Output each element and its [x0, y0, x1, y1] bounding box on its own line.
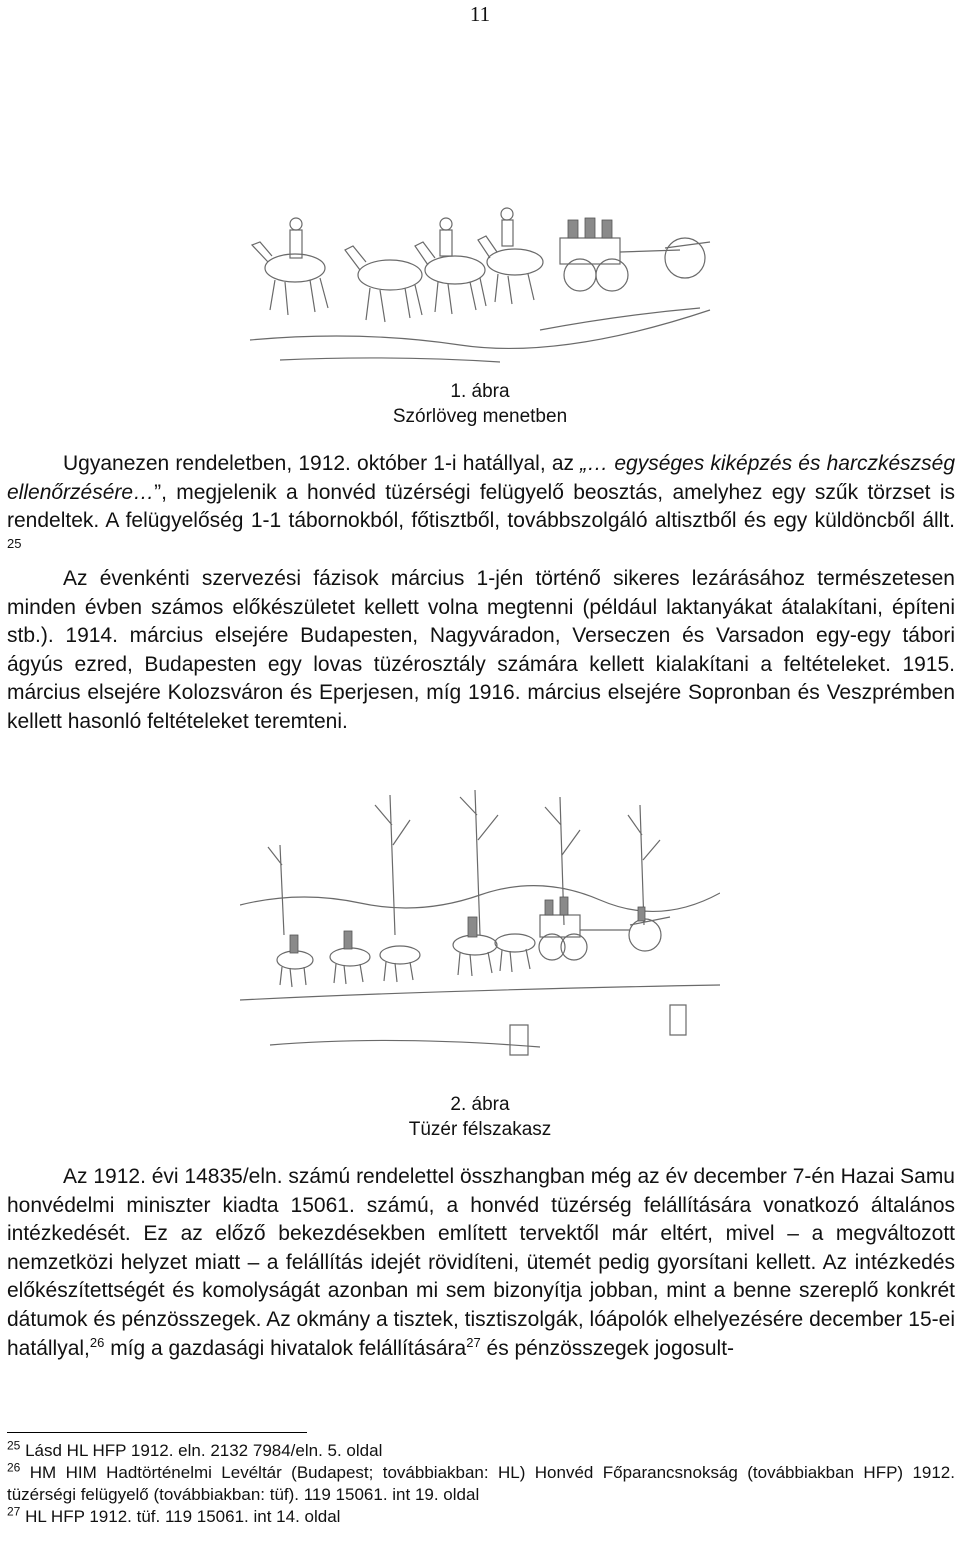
footnote-26 — [7, 1462, 955, 1506]
artillery-half-section-sketch — [240, 785, 720, 1085]
paragraph-3-text-c: és pénzösszegek jogosult- — [480, 1336, 735, 1360]
figure-1-label: 1. ábra — [450, 381, 510, 402]
footnote-separator — [7, 1432, 307, 1433]
footnote-27-text: HL HFP 1912. tüf. 119 15061. int 14. oldal — [25, 1507, 341, 1526]
footnote-27-number: 27 — [7, 1504, 21, 1519]
figure-2-caption — [0, 1092, 960, 1142]
figure-1-title: Szórlöveg menetben — [392, 406, 568, 427]
paragraph-3-text-a: Az 1912. évi 14835/eln. számú rendelettel összhangban még az év december 7-én Hazai Samu honvédelmi miniszter kiadta 15061. számú, a honvéd tüzérség felállítására vonatkozó általános intézkedését. Ez az előző bekezdésekben említett tervektől már eltért, mivel – a megváltozott nemzetközi helyzet miatt – a felállítás idejét rövidíteni, ütemét pedig gyorsítani kellett. Az intézkedés előkészítettségét és komolyságát azonban mi sem bizonyítja jobban, mint a benne szereplő konkrét dátumok és pénzösszegek. Az okmány a tisztek, tisztiszolgák, lóápolók elhelyezésére december 15-ei hatállyal, — [7, 1165, 955, 1360]
footnote-25-text: Lásd HL HFP 1912. eln. 2132 7984/eln. 5. oldal — [25, 1441, 383, 1460]
figure-2-title: Tüzér félszakasz — [408, 1119, 552, 1140]
footnote-ref-26[interactable]: 26 — [89, 1334, 105, 1350]
paragraph-3 — [7, 1163, 955, 1363]
paragraph-3-text-b: míg a gazdasági hivatalok felállítására — [104, 1336, 467, 1360]
paragraph-2-text: Az évenkénti szervezési fázisok március 1-jén történő sikeres lezárásához természetesen minden évben számos előkészületet kellett volna megtenni (például laktanyákat átalakítani, építeni stb.). 1914. március elsejére Budapesten, Nagyváradon, Verseczen és Varsadon egy-egy tábori ágyús ezred, Budapesten egy lovas tüzérosztály számára kellett kialakítani a feltételeket. 1915. március elsejére Kolozsváron és Eperjesen, míg 1916. március elsejére Sopronban és Veszprémben kellett hasonló feltételeket teremteni. — [7, 567, 955, 733]
figure-2-illustration — [0, 785, 960, 1085]
paragraph-1-italic-quote: „… egységes kiképzés és harczkészség ellenőrzésére… — [7, 452, 955, 504]
horse-artillery-sketch-1 — [240, 190, 720, 375]
footnote-ref-27[interactable]: 27 — [466, 1334, 481, 1350]
paragraph-1-text-a: Ugyanezen rendeletben, 1912. október 1-i hatállyal, az — [63, 452, 581, 475]
footnote-25 — [7, 1440, 955, 1462]
paragraph-1 — [7, 450, 955, 564]
footnote-ref-25[interactable]: 25 — [7, 535, 22, 551]
footnote-26-text: HM HIM Hadtörténelmi Levéltár (Budapest; továbbiakban: HL) Honvéd Főparancsnokság (továbbiakban HFP) 1912. tüzérségi felügyelő (továbbiakban: tüf). 119 15061. int 19. oldal — [7, 1463, 955, 1504]
footnote-26-number: 26 — [7, 1460, 21, 1475]
footnote-25-number: 25 — [7, 1438, 21, 1453]
figure-2-label: 2. ábra — [450, 1094, 510, 1115]
footnote-27 — [7, 1506, 955, 1528]
paragraph-1-text-b: ”, megjelenik a honvéd tüzérségi felügyelő beosztás, amelyhez egy szűk törzset is rendeltek. A felügyelőség 1-1 tábornokból, főtisztből, továbbszolgáló altisztből és egy küldöncből állt. — [7, 480, 955, 533]
figure-1-illustration — [0, 190, 960, 375]
paragraph-2 — [7, 565, 955, 737]
figure-1-caption — [0, 379, 960, 429]
page-number: 11 — [469, 2, 491, 26]
footnotes — [7, 1440, 955, 1528]
